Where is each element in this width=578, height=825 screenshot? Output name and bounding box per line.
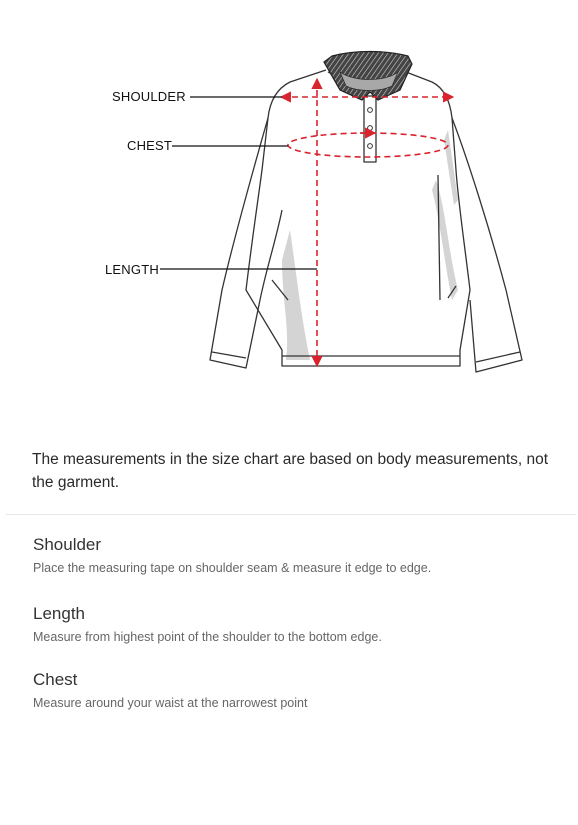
length-callout: LENGTH bbox=[105, 262, 159, 277]
garment-diagram bbox=[0, 0, 578, 400]
placket-buttons bbox=[368, 108, 373, 149]
section-title: Shoulder bbox=[33, 535, 102, 554]
section-description: Measure around your waist at the narrowest point bbox=[33, 696, 308, 710]
section-length bbox=[33, 604, 382, 644]
garment-outline bbox=[210, 70, 522, 372]
section-shoulder bbox=[33, 535, 431, 575]
callout-leaders bbox=[160, 97, 317, 269]
measurement-note: The measurements in the size chart are based on body measurements, not the garment. bbox=[32, 451, 549, 491]
button-icon bbox=[368, 144, 373, 149]
button-icon bbox=[368, 108, 373, 113]
section-description: Place the measuring tape on shoulder seam & measure it edge to edge. bbox=[33, 561, 432, 575]
button-icon bbox=[368, 126, 373, 131]
garment-shading bbox=[282, 130, 458, 360]
section-title: Length bbox=[33, 604, 85, 623]
section-title: Chest bbox=[33, 670, 78, 689]
shoulder-callout: SHOULDER bbox=[112, 89, 186, 104]
section-description: Measure from highest point of the shoulder to the bottom edge. bbox=[33, 630, 382, 644]
collar bbox=[324, 52, 412, 101]
section-divider bbox=[6, 514, 576, 515]
measurement-guides bbox=[282, 80, 452, 365]
section-chest bbox=[33, 670, 307, 710]
chest-callout: CHEST bbox=[127, 138, 173, 153]
